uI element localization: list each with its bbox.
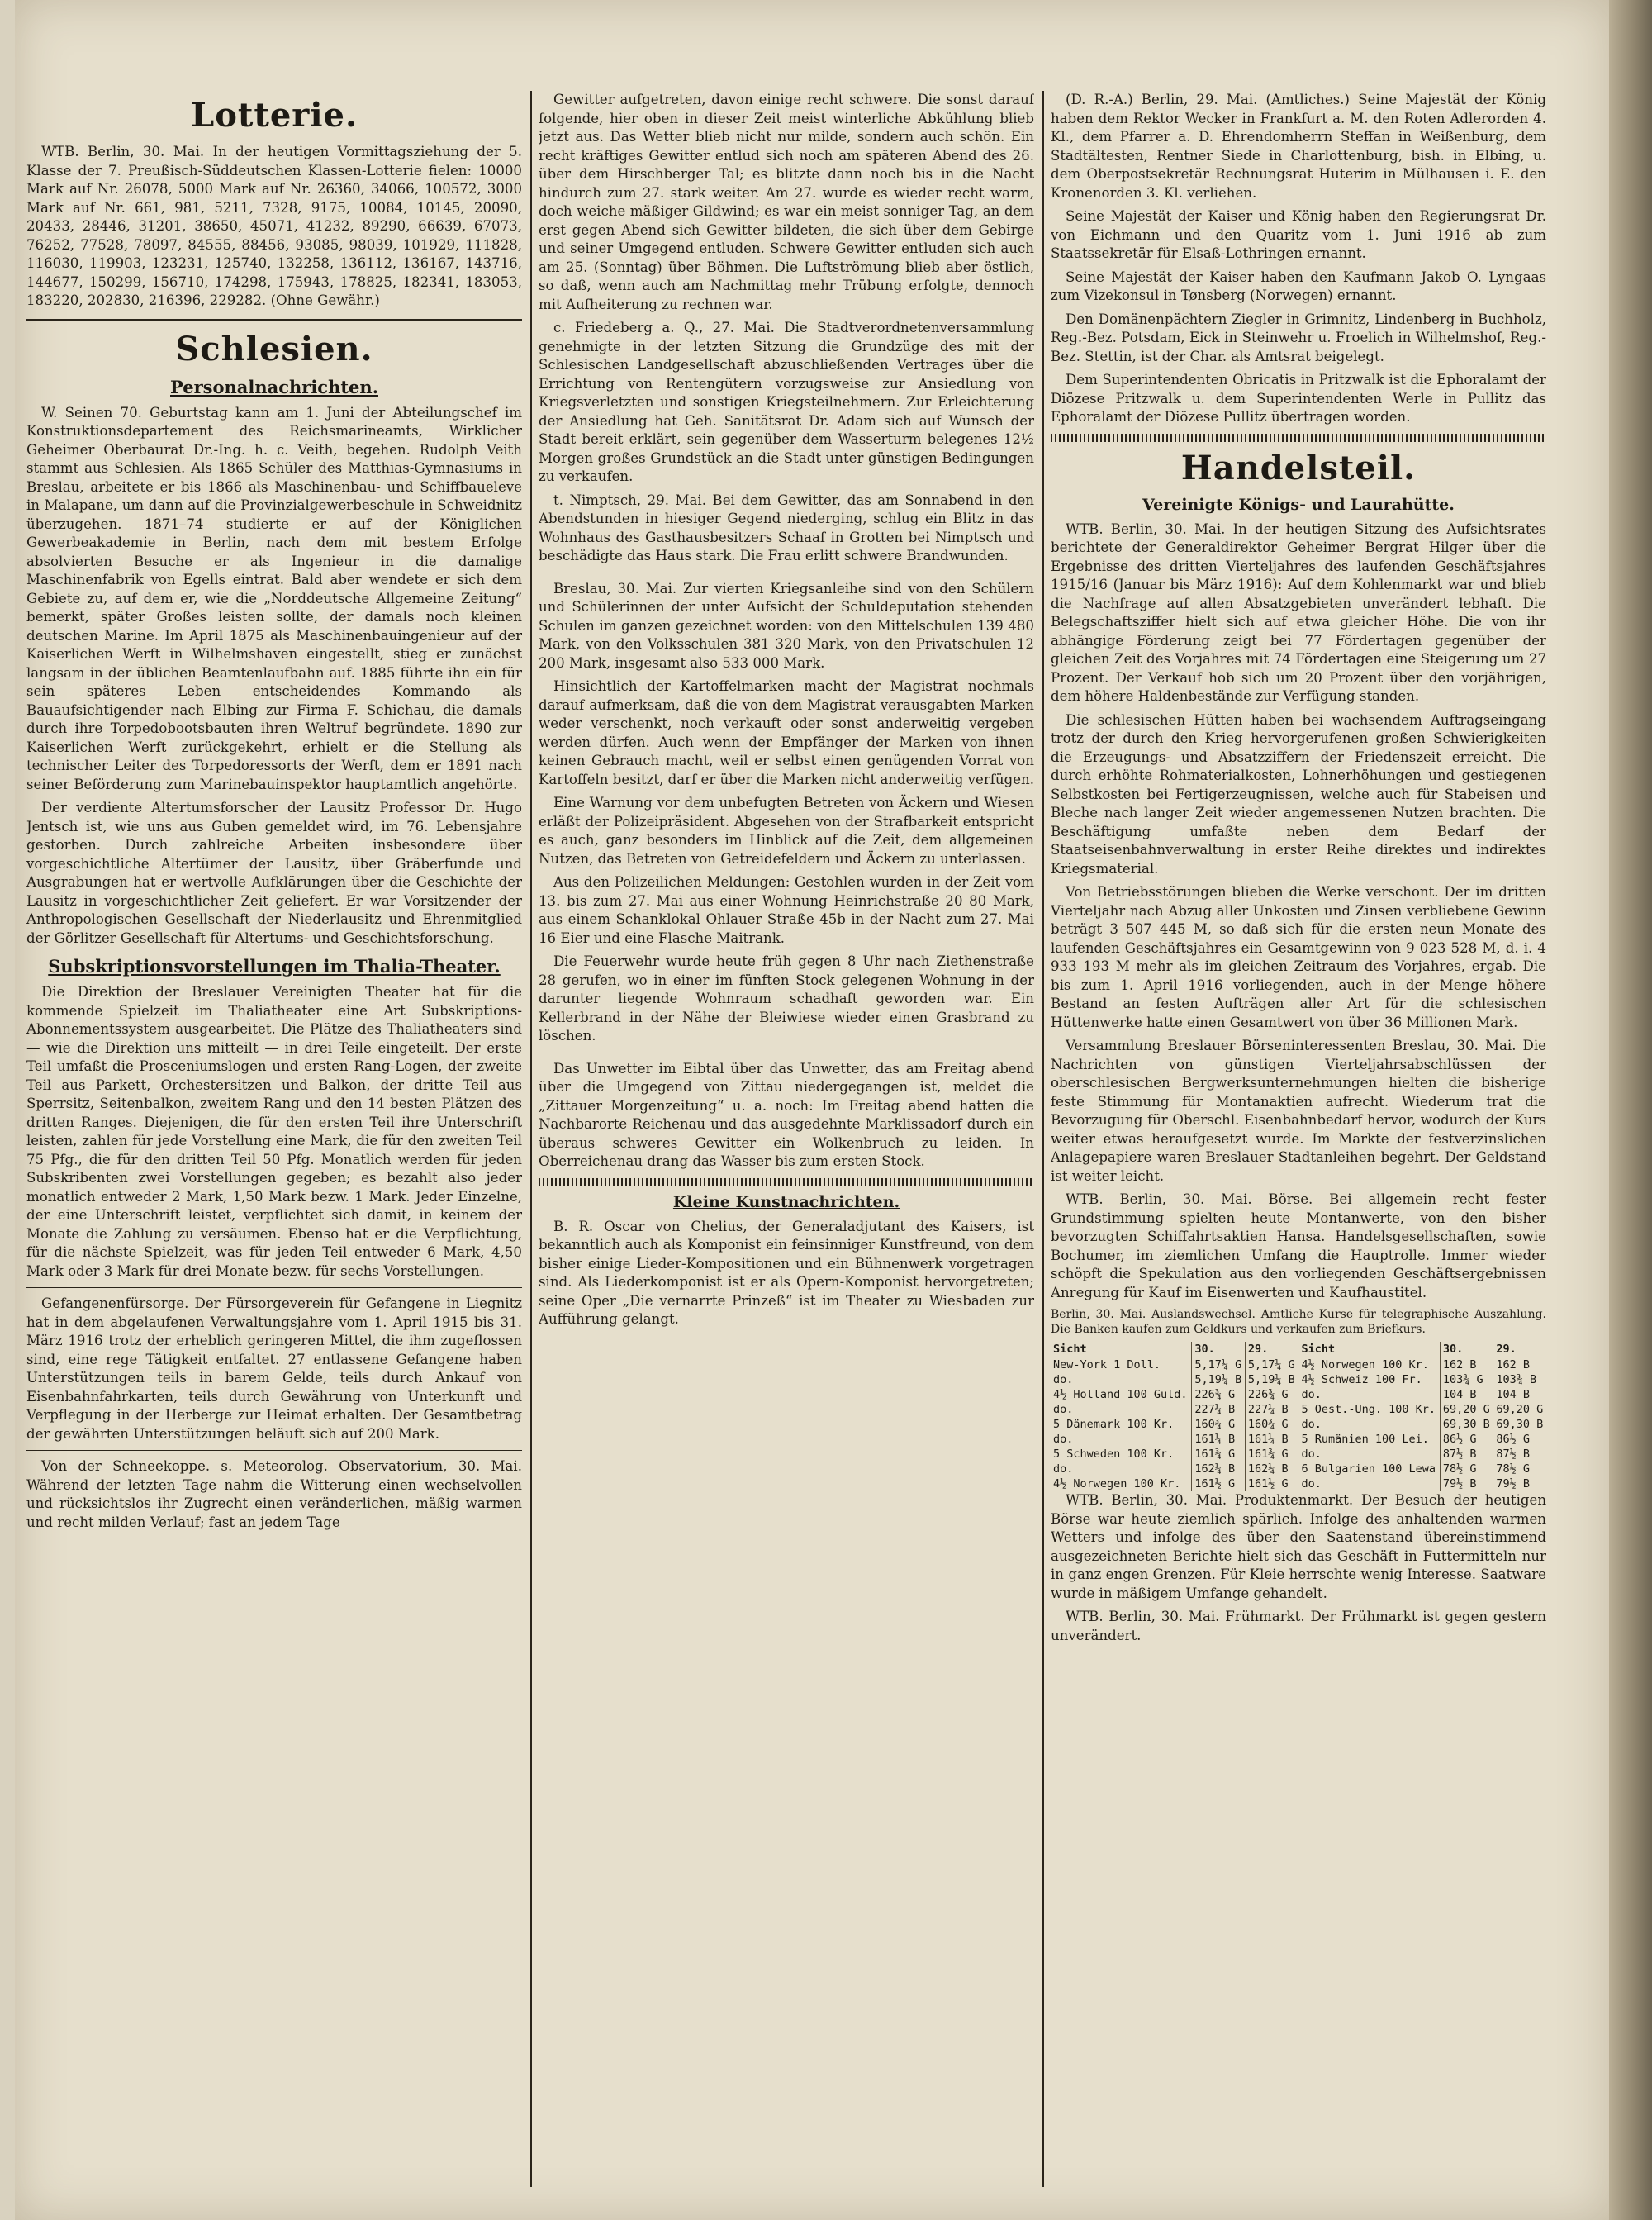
table-row (1051, 1402, 1546, 1417)
table-row (1051, 1462, 1546, 1476)
table-cell: 69,30 B (1493, 1417, 1546, 1432)
article-paragraph: Gewitter aufgetreten, davon einige recht schwere. Die sonst darauf folgende, hier oben in dieser Zeit meist winterliche Abkühlung blieb jetzt aus. Das Wetter blieb nicht nur milde, sondern auch schön. Ein recht kräftiges Gewitter entlud sich noch am späteren Abend des 26. über dem Hirschberger Tal; es blitzte dann noch bis in die Nacht hindurch zum 27. stark weiter. Am 27. wurde es wieder recht warm, doch weiche mäßiger Gildwind; es war ein meist sonniger Tag, an dem erst gegen Abend sich Gewitter bildeten, die sich über dem Gebirge und seiner Umgegend entluden. Schwere Gewitter entluden sich auch am 25. (Sonntag) über Böhmen. Die Luftströmung blieb aber östlich, so daß, wenn auch am Nachmittag mehr Trübung erfolgte, dennoch mit Aufheiterung zu rechnen war. (539, 92, 1034, 312)
column-divider-2 (1042, 91, 1044, 2187)
table-cell: 5,17¼ G (1245, 1357, 1298, 1373)
article-paragraph: c. Friedeberg a. Q., 27. Mai. Die Stadtverordnetenversammlung genehmigte in der letzten Sitzung die Grundzüge des mit der Schlesischen Landgesellschaft abzuschließenden Vertrages über die Errichtung von Rentengütern vorzugsweise zur Ansiedlung von Kriegsverletzten und sonstigen Kriegsteilnehmern. Zur Erleichterung der Ansiedlung hat Geh. Sanitätsrat Dr. Adam sich auf Wunsch der Stadt bereit erklärt, sein gegenüber dem Wasserturm belegenes 12½ Morgen großes Grundstück an die Stadt unter günstigen Bedingungen zu verkaufen. (539, 320, 1034, 484)
table-cell: 4½ Norwegen 100 Kr. (1053, 1477, 1181, 1490)
divider (26, 1287, 522, 1288)
column-3 (1051, 91, 1546, 2187)
article-paragraph: Versammlung Breslauer Börseninteressenten Breslau, 30. Mai. Die Nachrichten von günstigen Vierteljahrsabschlüssen der oberschlesischen Bergwerksunternehmungen hielten die bisherige feste Stimmung für Montanaktien aufrecht. Wiederum trat die Bevorzugung für Oberschl. Eisenbahnbedarf hervor, wodurch der Kurs weiter etwas heraufgesetzt wurde. Im Markte der festverzinslichen Anlagepapiere waren Breslauer Stadtanleihen begehrt. Der Geldstand ist weiter leicht. (1051, 1038, 1546, 1184)
table-cell: 227¼ B (1192, 1402, 1246, 1417)
hatched-divider (539, 1178, 1034, 1186)
table-row (1051, 1476, 1546, 1491)
table-cell: 4½ Schweiz 100 Fr. (1298, 1372, 1440, 1387)
table-cell: 226¾ G (1245, 1387, 1298, 1402)
table-cell: 86½ G (1440, 1432, 1493, 1447)
article-paragraph: Von Betriebsstörungen blieben die Werke verschont. Der im dritten Vierteljahr nach Abzug aller Unkosten und Zinsen verbliebene Gewinn beträgt 3 507 445 M, so daß sich für die ersten neun Monate des laufenden Geschäftsjahres ein Gesamtgewinn von 9 023 528 M, d. i. 4 933 193 M mehr als im gleichen Zeitraum des Vorjahres, ergab. Die bis zum 1. April 1916 vorliegenden, auch in der Menge höhere Bestand an festen Aufträgen aller Art für die schlesischen Hüttenwerke hatte einen Gesamtwert von über 36 Millionen Mark. (1051, 884, 1546, 1030)
article-paragraph: WTB. Berlin, 30. Mai. Frühmarkt. Der Frühmarkt ist gegen gestern unverändert. (1051, 1609, 1546, 1643)
table-cell: 69,20 G (1440, 1402, 1493, 1417)
article-paragraph: Dem Superintendenten Obricatis in Pritzwalk ist die Ephoralamt der Diözese Pritzwalk u. dem Superintendenten Werle in Pullitz das Ephoralamt der Diözese Pullitz übertragen worden. (1051, 372, 1546, 425)
article-paragraph: Seine Majestät der Kaiser haben den Kaufmann Jakob O. Lyngaas zum Vizekonsul in Tønsberg (Norwegen) ernannt. (1051, 269, 1546, 303)
table-cell: 161½ G (1245, 1476, 1298, 1491)
table-cell: 103¾ G (1440, 1372, 1493, 1387)
column-1 (26, 91, 522, 2187)
kunst-heading: Kleine Kunstnachrichten. (672, 1192, 900, 1211)
thalia-heading: Subskriptionsvorstellungen im Thalia-Theater. (48, 956, 501, 977)
article-paragraph: Gefangenenfürsorge. Der Fürsorgeverein für Gefangene in Liegnitz hat in dem abgelaufenen Verwaltungsjahre vom 1. April 1915 bis 31. März 1916 trotz der erheblich geringeren Mittel, die ihm zugeflossen sind, eine rege Tätigkeit entfaltet. 27 entlassene Gefangene haben Unterstützungen teils in barem Gelde, teils durch Ankauf von Eisenbahnfahrkarten, teils durch Gewährung von Unterkunft und Verpflegung in der Herberge zur Heimat erhalten. Der Gesamtbetrag der gewährten Unterstützungen beläuft sich auf 200 Mark. (26, 1295, 522, 1442)
table-row (1051, 1417, 1546, 1432)
table-cell: 226¾ G (1192, 1387, 1246, 1402)
table-cell: do. (1298, 1417, 1440, 1432)
table-cell: 162 B (1493, 1357, 1546, 1373)
table-cell: 227¼ B (1245, 1402, 1298, 1417)
table-cell: 86½ G (1493, 1432, 1546, 1447)
lotterie-text: WTB. Berlin, 30. Mai. In der heutigen Vormittagsziehung der 5. Klasse der 7. Preußisch-Süddeutschen Klassen-Lotterie fielen: 10000 Mark auf Nr. 26078, 5000 Mark auf Nr. 26360, 34066, 100572, 3000 Mark auf Nr. 661, 981, 5211, 7328, 9175, 10084, 10145, 20090, 20433, 28446, 31201, 38650, 45071, 41232, 89290, 66639, 67073, 76252, 77528, 78097, 84555, 88456, 93085, 98039, 101929, 111828, 116030, 119903, 123231, 125740, 132258, 136112, 136167, 143716, 144677, 150299, 156710, 174298, 175943, 178825, 182341, 183053, 183220, 202830, 216396, 229282. (Ohne Gewähr.) (26, 144, 522, 308)
article-paragraph: Eine Warnung vor dem unbefugten Betreten von Äckern und Wiesen erläßt der Polizeipräsident. Abgesehen von der Strafbarkeit entspricht es auch, ganz besonders im Hinblick auf die Zeit, dem allgemeinen Nutzen, das Betreten von Getreidefeldern und Äckern zu unterlassen. (539, 795, 1034, 867)
article-paragraph: WTB. Berlin, 30. Mai. Produktenmarkt. Der Besuch der heutigen Börse war heute ziemlich spärlich. Infolge des anhaltenden warmen Wetters und infolge des über den Saatenstand übereinstimmend ausgezeichneten Berichte hielt sich das Geschäft in Futtermitteln nur in ganz engen Grenzen. Für Kleie herrschte wenig Interesse. Saatware wurde in mäßigem Umfange gehandelt. (1051, 1492, 1546, 1601)
table-row (1051, 1432, 1546, 1447)
page-binding-edge (1609, 0, 1652, 2220)
table-cell: 69,30 B (1440, 1417, 1493, 1432)
column-2 (539, 91, 1034, 2187)
personal-heading: Personalnachrichten. (170, 376, 378, 397)
table-cell: do. (1298, 1476, 1440, 1491)
table-cell: 104 B (1440, 1387, 1493, 1402)
table-cell: do. (1298, 1387, 1440, 1402)
table-cell: 161¼ B (1245, 1432, 1298, 1447)
table-cell: 103¾ B (1493, 1372, 1546, 1387)
article-paragraph: Hinsichtlich der Kartoffelmarken macht der Magistrat nochmals darauf aufmerksam, daß die von dem Magistrat verausgabten Marken weder verschenkt, noch verkauft oder sonst anderweitig vergeben werden dürfen. Auch wenn der Empfänger der Marken von ihnen keinen Gebrauch macht, weil er selbst einen genügenden Vorrat von Kartoffeln besitzt, darf er über die Marken nicht anderweitig verfügen. (539, 678, 1034, 787)
article-paragraph: (D. R.-A.) Berlin, 29. Mai. (Amtliches.) Seine Majestät der König haben dem Rektor Wecker in Frankfurt a. M. den Roten Adlerorden 4. Kl., dem Pfarrer a. D. Ehrendomherrn Steffan in Weißenburg, dem Stadtältesten, Rentner Siede in Charlottenburg, bish. in Elbing, u. dem Oberpostsekretär Rechnungsrat Huterim in Mülhausen i. E. den Kronenorden 3. Kl. verliehen. (1051, 92, 1546, 201)
table-cell: 87½ B (1493, 1447, 1546, 1462)
article-paragraph: Breslau, 30. Mai. Zur vierten Kriegsanleihe sind von den Schülern und Schülerinnen der unter Aufsicht der Schuldeputation stehenden Schulen im ganzen gezeichnet worden: von den Mittelschulen 139 480 Mark, von den Volksschulen 381 320 Mark, von den Privatschulen 12 200 Mark, insgesamt also 533 000 Mark. (539, 580, 1034, 671)
table-cell: 5,19¼ B (1192, 1372, 1246, 1387)
table-cell: 79½ B (1493, 1476, 1546, 1491)
table-cell: 161¾ G (1192, 1447, 1246, 1462)
table-header-cell: Sicht (1051, 1342, 1192, 1357)
table-cell: 79½ B (1440, 1476, 1493, 1491)
article-paragraph: Aus den Polizeilichen Meldungen: Gestohlen wurden in der Zeit vom 13. bis zum 27. Mai aus einer Wohnung Heinrichstraße 20 80 Mark, aus einem Schanklokal Ohlauer Straße 45b in der Nacht zum 27. Mai 16 Eier und eine Flasche Maitrank. (539, 874, 1034, 946)
table-cell: do. (1298, 1447, 1440, 1462)
divider (26, 1450, 522, 1451)
article-paragraph: W. Seinen 70. Geburtstag kann am 1. Juni der Abteilungschef im Konstruktionsdepartement des Reichsmarineamts, Wirklicher Geheimer Oberbaurat Dr.-Ing. h. c. Veith, begehen. Rudolph Veith stammt aus Schlesien. Als 1865 Schüler des Matthias-Gymnasiums in Breslau, arbeitete er bis 1866 als Maschinenbau- und Schiffbaueleve in Malapane, um dann auf die Provinzialgewerbeschule in Schweidnitz überzugehen. 1871–74 studierte er auf der Königlichen Gewerbeakademie in Berlin, nach dem mit bestem Erfolge absolvierten Besuche er als Ingenieur in die damalige Maschinenfabrik von Egells eintrat. Bald aber wendete er sich dem Gebiete zu, auf dem er, wie die „Norddeutsche Allgemeine Zeitung“ bemerkt, später Großes leisten sollte, der damals noch kleinen deutschen Marine. Im April 1875 als Maschinenbauingenieur auf der Kaiserlichen Werft in Wilhelmshaven eingestellt, stieg er zunächst langsam in der üblichen Beamtenlaufbahn auf. 1885 führte ihn ein für sein späteres Leben entscheidendes Kommando als Bauaufsichtigender nach Elbing zur Firma F. Schichau, die damals durch ihre Torpedobootsbauten ihren Weltruf begründete. 1890 zur Kaiserlichen Werft zurückgekehrt, erhielt er die Stellung als technischer Leiter des Torpedoressorts der Werft, dem er 1891 nach seiner Beförderung zum Marinebauinspektor hauptamtlich angehörte. (26, 404, 522, 792)
table-cell: 104 B (1493, 1387, 1546, 1402)
table-header-cell: 30. (1440, 1342, 1493, 1357)
table-cell: 87½ B (1440, 1447, 1493, 1462)
article-paragraph: t. Nimptsch, 29. Mai. Bei dem Gewitter, das am Sonnabend in den Abendstunden in hiesiger Gegend niederging, schlug ein Blitz in das Wohnhaus des Gasthausbesitzers Schaaf in Grotten bei Nimptsch und beschädigte das Haus stark. Die Frau erlitt schwere Brandwunden. (539, 492, 1034, 563)
article-paragraph: Von der Schneekoppe. s. Meteorolog. Observatorium, 30. Mai. Während der letzten Tage nahm die Witterung einen wechselvollen und rücksichtslos ihr Zugrecht einen veränderlichen, mäßig warmen und recht milden Verlauf; fast an jedem Tage (26, 1458, 522, 1530)
handel-heading: Handelsteil. (1180, 448, 1417, 487)
table-cell: 4½ Holland 100 Guld. (1053, 1388, 1188, 1401)
table-cell: 161½ G (1192, 1476, 1246, 1491)
article-paragraph: B. R. Oscar von Chelius, der Generaladjutant des Kaisers, ist bekanntlich auch als Komponist ein feinsinniger Kunstfreund, von dem bisher einige Lieder-Kompositionen und ein Bühnenwerk vorgetragen sind. Als Liederkomponist ist er als Opern-Komponist hervorgetreten; seine Oper „Die vernarrte Prinzeß“ ist im Theater zu Wiesbaden zur Aufführung gelangt. (539, 1218, 1034, 1327)
table-cell: 69,20 G (1493, 1402, 1546, 1417)
schlesien-heading: Schlesien. (175, 329, 373, 368)
table-cell: 5,19¼ B (1245, 1372, 1298, 1387)
table-header-row (1051, 1342, 1546, 1357)
table-header-cell: 30. (1192, 1342, 1246, 1357)
table-row (1051, 1387, 1546, 1402)
table-cell: 162¼ B (1245, 1462, 1298, 1476)
table-cell: do. (1053, 1373, 1074, 1386)
table-cell: 5,17¼ G (1192, 1357, 1246, 1373)
article-paragraph: Die Feuerwehr wurde heute früh gegen 8 Uhr nach Ziethenstraße 28 gerufen, wo in einer im fünften Stock gelegenen Wohnung in der darunter liegende Wohnraum schadhaft geworden war. Ein Kellerbrand in der Nähe der Bleiwiese wieder einen Grasbrand zu löschen. (539, 953, 1034, 1043)
table-cell: do. (1053, 1433, 1074, 1446)
table-header-cell: 29. (1493, 1342, 1546, 1357)
table-cell: 6 Bulgarien 100 Lewa (1298, 1462, 1440, 1476)
article-paragraph: WTB. Berlin, 30. Mai. In der heutigen Sitzung des Aufsichtsrates berichtete der Generaldirektor Geheimer Bergrat Hilger über die Ergebnisse des dritten Vierteljahres des laufenden Geschäftsjahres 1915/16 (Januar bis März 1916): Auf dem Kohlenmarkt war und blieb die Nachfrage auf allen Absatzgebieten unverändert lebhaft. Die Belegschaftsziffer hielt sich auf etwa gleicher Höhe. Die von ihr abhängige Förderung zeigt bei 77 Fördertagen gegenüber der gleichen Zeit des Vorjahres mit 74 Fördertagen eine Steigerung um 27 Prozent. Der Verkauf hob sich um 20 Prozent über den vorjährigen, dem höhere Haldenbestände zur Verfügung standen. (1051, 521, 1546, 704)
table-header-cell: 29. (1245, 1342, 1298, 1357)
table-cell: 78½ G (1440, 1462, 1493, 1476)
section-rule (26, 319, 522, 321)
table-cell: 4½ Norwegen 100 Kr. (1298, 1357, 1440, 1373)
koenigs-heading: Vereinigte Königs- und Laurahütte. (1142, 495, 1455, 514)
table-cell: 5 Schweden 100 Kr. (1053, 1448, 1175, 1461)
table-header-cell: Sicht (1298, 1342, 1440, 1357)
table-cell: 78½ G (1493, 1462, 1546, 1476)
table-cell: 5 Rumänien 100 Lei. (1298, 1432, 1440, 1447)
table-cell: 160¾ G (1192, 1417, 1246, 1432)
hatched-divider (1051, 434, 1546, 442)
article-paragraph: Die Direktion der Breslauer Vereinigten Theater hat für die kommende Spielzeit im Thaliatheater eine Art Subskriptions-Abonnementssystem ausgearbeitet. Die Plätze des Thaliatheaters sind — wie die Direktion uns mitteilt — in drei Teile eingeteilt. Der erste Teil umfaßt die Prosceniumslogen und ersten Rang-Logen, der zweite Teil aus Parkett, Orchestersitzen und Balkon, der dritte Teil aus Sperrsitz, Seitenbalkon, zweitem Rang und den 14 besten Plätzen des dritten Ranges. Diejenigen, die für den ersten Teil ihre Unterschrift leisten, zahlen für jede Vorstellung eine Mark, die für den zweiten Teil 75 Pfg., die für den dritten Teil 50 Pfg. Monatlich werden für jeden Subskribenten zwei Vorstellungen gegeben; es bezahlt also jeder monatlich entweder 2 Mark, 1,50 Mark bezw. 1 Mark. Jeder Einzelne, der eine Unterschrift leistet, verpflichtet sich damit, in keinem der Monate die Zahlung zu versäumen. Ebenso hat er die Verpflichtung, für die nächste Spielzeit, was für jeden Teil entweder 6 Mark, 4,50 Mark oder 3 Mark für drei Monate bezw. für sechs Vorstellungen. (26, 984, 522, 1279)
table-cell: 160¾ G (1245, 1417, 1298, 1432)
table-cell: 161¾ G (1245, 1447, 1298, 1462)
article-paragraph: Den Domänenpächtern Ziegler in Grimnitz, Lindenberg in Buchholz, Reg.-Bez. Potsdam, Eick in Steinwehr u. Froelich in Wilhelmshof, Reg.-Bez. Stettin, ist der Char. als Amtsrat beigelegt. (1051, 311, 1546, 364)
table-cell: 162¼ B (1192, 1462, 1246, 1476)
table-row (1051, 1372, 1546, 1387)
table-row (1051, 1447, 1546, 1462)
table-body (1051, 1357, 1546, 1492)
table-row (1051, 1357, 1546, 1373)
table-cell: 5 Dänemark 100 Kr. (1053, 1418, 1175, 1431)
table-cell: 5 Oest.-Ung. 100 Kr. (1298, 1402, 1440, 1417)
article-paragraph: Das Unwetter im Eibtal über das Unwetter, das am Freitag abend über die Umgegend von Zittau niedergegangen ist, meldet die „Zittauer Morgenzeitung“ u. a. noch: Im Freitag abend hatten die Nachbarorte Reichenau und das ausgedehnte Marklissadorf durch ein überaus schweres Gewitter ein Wolkenbruch zu leiden. In Oberreichenau drang das Wasser bis zum ersten Stock. (539, 1060, 1034, 1169)
article-paragraph: Der verdiente Altertumsforscher der Lausitz Professor Dr. Hugo Jentsch ist, wie uns aus Guben gemeldet wird, im 76. Lebensjahre gestorben. Durch zahlreiche Arbeiten insbesondere über vorgeschichtliche Altertümer der Lausitz, über Gräberfunde und Ausgrabungen hat er wertvolle Aufklärungen über die Geschichte der Lausitz in vorgeschichtlicher Zeit geliefert. Er war Vorsitzender der Anthropologischen Gesellschaft der Niederlausitz und Ehrenmitglied der Görlitzer Gesellschaft für Altertums- und Geschichtsforschung. (26, 800, 522, 946)
lotterie-heading: Lotterie. (191, 96, 358, 135)
article-paragraph: WTB. Berlin, 30. Mai. Börse. Bei allgemein recht fester Grundstimmung spielten heute Montanwerte, von den bisher bevorzugten Schiffahrtsaktien Hansa. Handelsgesellschaften, sowie Bochumer, im ziemlichen Umfang die Hauptrolle. Immer wieder schöpft die Spekulation aus den vorliegenden Geschäftsergebnissen Anregung für Kauf im Eisenwerten und Kaufhaustitel. (1051, 1191, 1546, 1300)
column-divider-1 (530, 91, 532, 2187)
table-cell: 162 B (1440, 1357, 1493, 1373)
table-cell: 161¼ B (1192, 1432, 1246, 1447)
article-paragraph: Seine Majestät der Kaiser und König haben den Regierungsrat Dr. von Eichmann und den Quaritz vom 1. Juni 1916 ab zum Staatssekretär für Elsaß-Lothringen ernannt. (1051, 208, 1546, 261)
table-cell: New-York 1 Doll. (1053, 1358, 1161, 1371)
table-cell: do. (1053, 1403, 1074, 1416)
article-paragraph: Die schlesischen Hütten haben bei wachsendem Auftragseingang trotz der durch den Krieg hervorgerufenen großen Schwierigkeiten die Erzeugungs- und Absatzziffern der Friedenszeit erreicht. Die durch erhöhte Rohmaterialkosten, Lohnerhöhungen und gestiegenen Selbstkosten bei Fertigerzeugnissen, welche auch für Stabeisen und Bleche nach langer Zeit wieder angemessenen Nutzen brachten. Die Beschäftigung umfaßte neben dem Bedarf der Staatseisenbahnverwaltung in erster Reihe direktes und indirektes Kriegsmaterial. (1051, 711, 1546, 877)
table-cell: do. (1053, 1462, 1074, 1476)
exchange-rate-table (1051, 1342, 1546, 1491)
fx-title: Berlin, 30. Mai. Auslandswechsel. Amtliche Kurse für telegraphische Auszahlung. Die Banken kaufen zum Geldkurs und verkaufen zum Briefkurs. (1051, 1308, 1546, 1336)
